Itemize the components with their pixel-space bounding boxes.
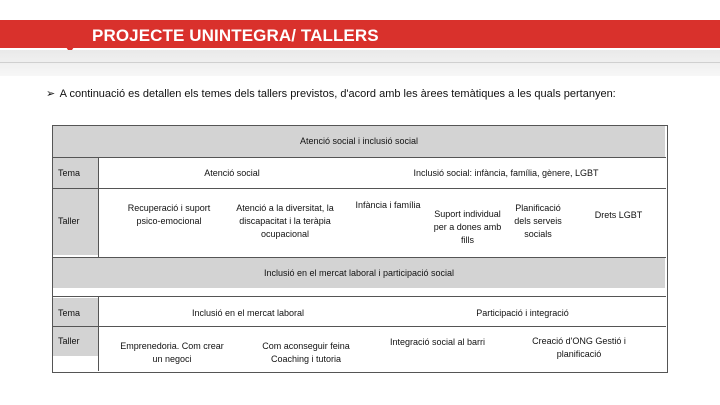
slide-title: PROJECTE UNINTEGRA/ TALLERS [92, 26, 379, 45]
taller-suport-dones: Suport individual per a dones amb fills [433, 208, 502, 245]
taller-creacio-ong: Creació d'ONG Gestió i planificació [532, 336, 626, 359]
divider [0, 62, 720, 63]
intro-text [46, 87, 616, 100]
tema-label-1: Tema [53, 158, 98, 188]
taller-infancia: Infància i família [355, 199, 421, 210]
taller-planificacio: Planificació dels serveis socials [514, 202, 562, 239]
grid-line [53, 326, 666, 327]
grid-line [53, 257, 666, 258]
section-header-social: Atenció social i inclusió social [53, 126, 665, 157]
grid-line [53, 188, 666, 189]
tema-atencio-social: Atenció social [204, 167, 260, 178]
arrow-bullet-icon: ➢ [46, 88, 56, 100]
taller-drets-lgbt: Drets LGBT [594, 209, 643, 220]
tema-mercat-laboral: Inclusió en el mercat laboral [191, 307, 305, 318]
taller-aconseguir-feina: Com aconseguir feina Coaching i tutoria [262, 341, 350, 364]
taller-recuperacio: Recuperació i suport psico-emocional [127, 203, 211, 226]
taller-emprenedoria: Emprenedoria. Com crear un negoci [120, 341, 224, 364]
grid-line [98, 158, 99, 257]
tema-inclusio-social: Inclusió social: infància, família, gènere, LGBT [413, 167, 599, 178]
tema-label-2: Tema [53, 298, 98, 328]
taller-label-2: Taller [53, 326, 98, 356]
grid-line [53, 296, 666, 297]
taller-integracio-barri: Integració social al barri [389, 336, 486, 347]
taller-label-1: Taller [53, 188, 98, 255]
taller-diversitat: Atenció a la diversitat, la discapacitat i la teràpia ocupacional [236, 202, 334, 239]
grid-line [98, 297, 99, 371]
grid-line [53, 157, 666, 158]
intro-sentence: A continuació es detallen els temes dels tallers previstos, d'acord amb les àrees temàtiques a les quals pertanyen: [59, 88, 616, 100]
subheader-band [0, 50, 720, 76]
section-header-laboral: Inclusió en el mercat laboral i participació social [53, 258, 665, 288]
tema-participacio: Participació i integració [476, 307, 569, 318]
